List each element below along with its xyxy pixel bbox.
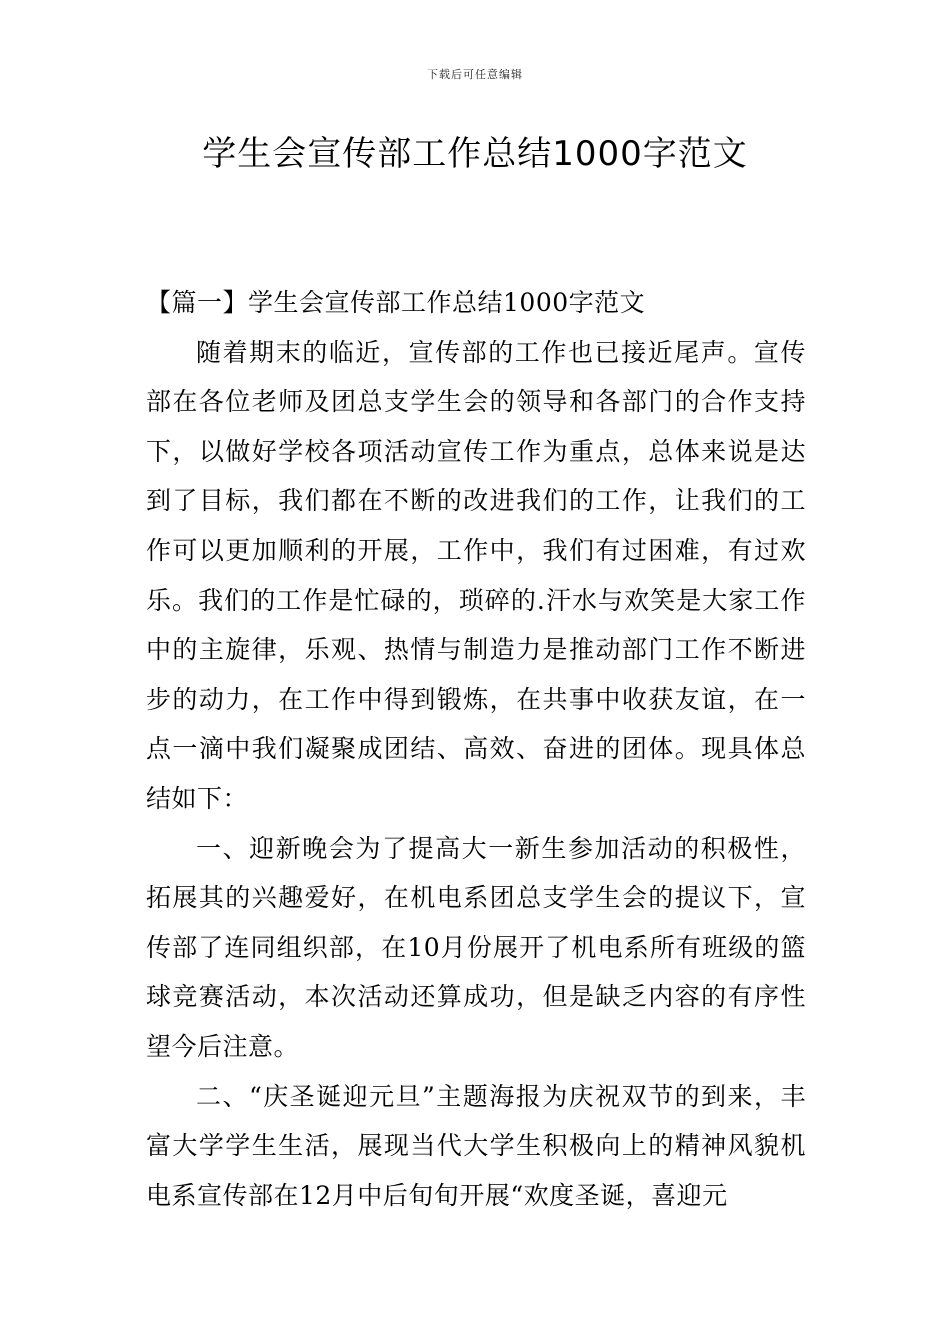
header-note: 下载后可任意编辑 <box>427 68 523 81</box>
paragraph-intro: 随着期末的临近，宣传部的工作也已接近尾声。宣传部在各位老师及团总支学生会的领导和各部门的合作支持下，以做好学校各项活动宣传工作为重点，总体来说是达到了目标，我们都在不断的改进我们的工作，让我们的工作可以更加顺利的开展，工作中，我们有过困难，有过欢乐。我们的工作是忙碌的，琐碎的.汗水与欢笑是大家工作中的主旋律，乐观、热情与制造力是推动部门工作不断进步的动力，在工作中得到锻炼，在共事中收获友谊，在一点一滴中我们凝聚成团结、高效、奋进的团体。现具体总结如下： <box>146 337 806 813</box>
paragraph-item-2: 二、“庆圣诞迎元旦”主题海报为庆祝双节的到来，丰富大学学生生活，展现当代大学生积极向上的精神风貌机电系宣传部在12月中后旬旬开展“欢度圣诞，喜迎元 <box>146 1081 806 1210</box>
document-title: 学生会宣传部工作总结1000字范文 <box>202 134 748 174</box>
paragraph-item-1: 一、迎新晚会为了提高大一新生参加活动的积极性，拓展其的兴趣爱好，在机电系团总支学生会的提议下，宣传部了连同组织部，在10月份展开了机电系所有班级的篮球竞赛活动，本次活动还算成功，但是缺乏内容的有序性望今后注意。 <box>146 833 806 1061</box>
section-heading: 【篇一】学生会宣传部工作总结1000字范文 <box>146 288 646 317</box>
document-body <box>146 278 806 1220</box>
